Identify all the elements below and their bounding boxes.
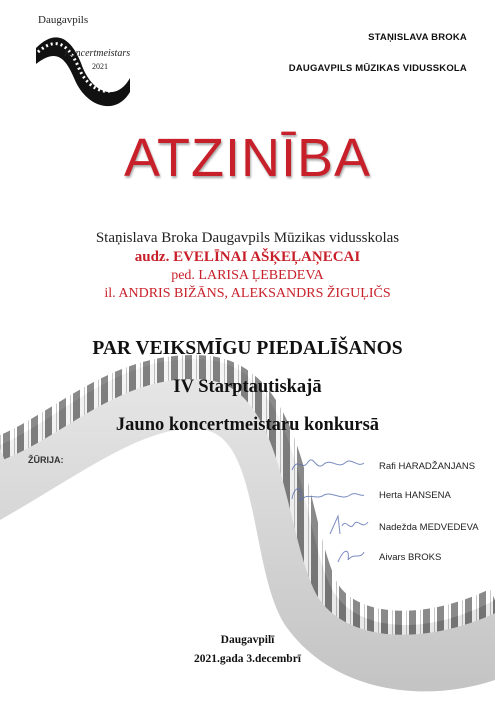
award-line2: IV Starptautiskajā	[173, 377, 322, 397]
certificate-title: ATZINĪBA	[123, 128, 372, 188]
jury-member-4: Aivars BROKS	[379, 552, 442, 563]
signature-3-icon	[326, 512, 372, 540]
recipient-student: audz. EVELĪNAI AŠĶEĻAŅECAI	[134, 249, 361, 265]
recipient-teacher: ped. LARISA ĻEBEDEVA	[171, 268, 324, 283]
recipient-school: Staņislava Broka Daugavpils Mūzikas vidusskolas	[95, 230, 400, 246]
competition-logo	[26, 8, 138, 120]
signature-2-icon	[286, 481, 366, 507]
award-line1: PAR VEIKSMĪGU PIEDALĪŠANOS	[92, 338, 403, 359]
logo-line2: Koncertmeistars	[64, 48, 131, 59]
logo-year: 2021	[92, 62, 108, 71]
issue-date: 2021.gada 3.decembrī	[193, 653, 301, 665]
recipient-illustrators: il. ANDRIS BIŽĀNS, ALEKSANDRS ŽIGUĻIČS	[104, 286, 391, 301]
jury-member-3: Nadežda MEDVEDEVA	[379, 522, 479, 533]
jury-label: ŽŪRIJA:	[28, 455, 64, 465]
school-name-line2: DAUGAVPILS MŪZIKAS VIDUSSKOLA	[288, 63, 467, 74]
signature-1-icon	[288, 454, 368, 476]
jury-member-2: Herta HANSENA	[379, 490, 451, 501]
jury-member-1: Rafi HARADŽANJANS	[379, 461, 476, 472]
logo-line1: Daugavpils	[38, 14, 89, 26]
issue-place: Daugavpilī	[220, 634, 275, 646]
signature-4-icon	[334, 544, 368, 566]
school-name-line1: STAŅISLAVA BROKA	[368, 32, 467, 43]
award-line3: Jauno koncertmeistaru konkursā	[115, 415, 380, 435]
